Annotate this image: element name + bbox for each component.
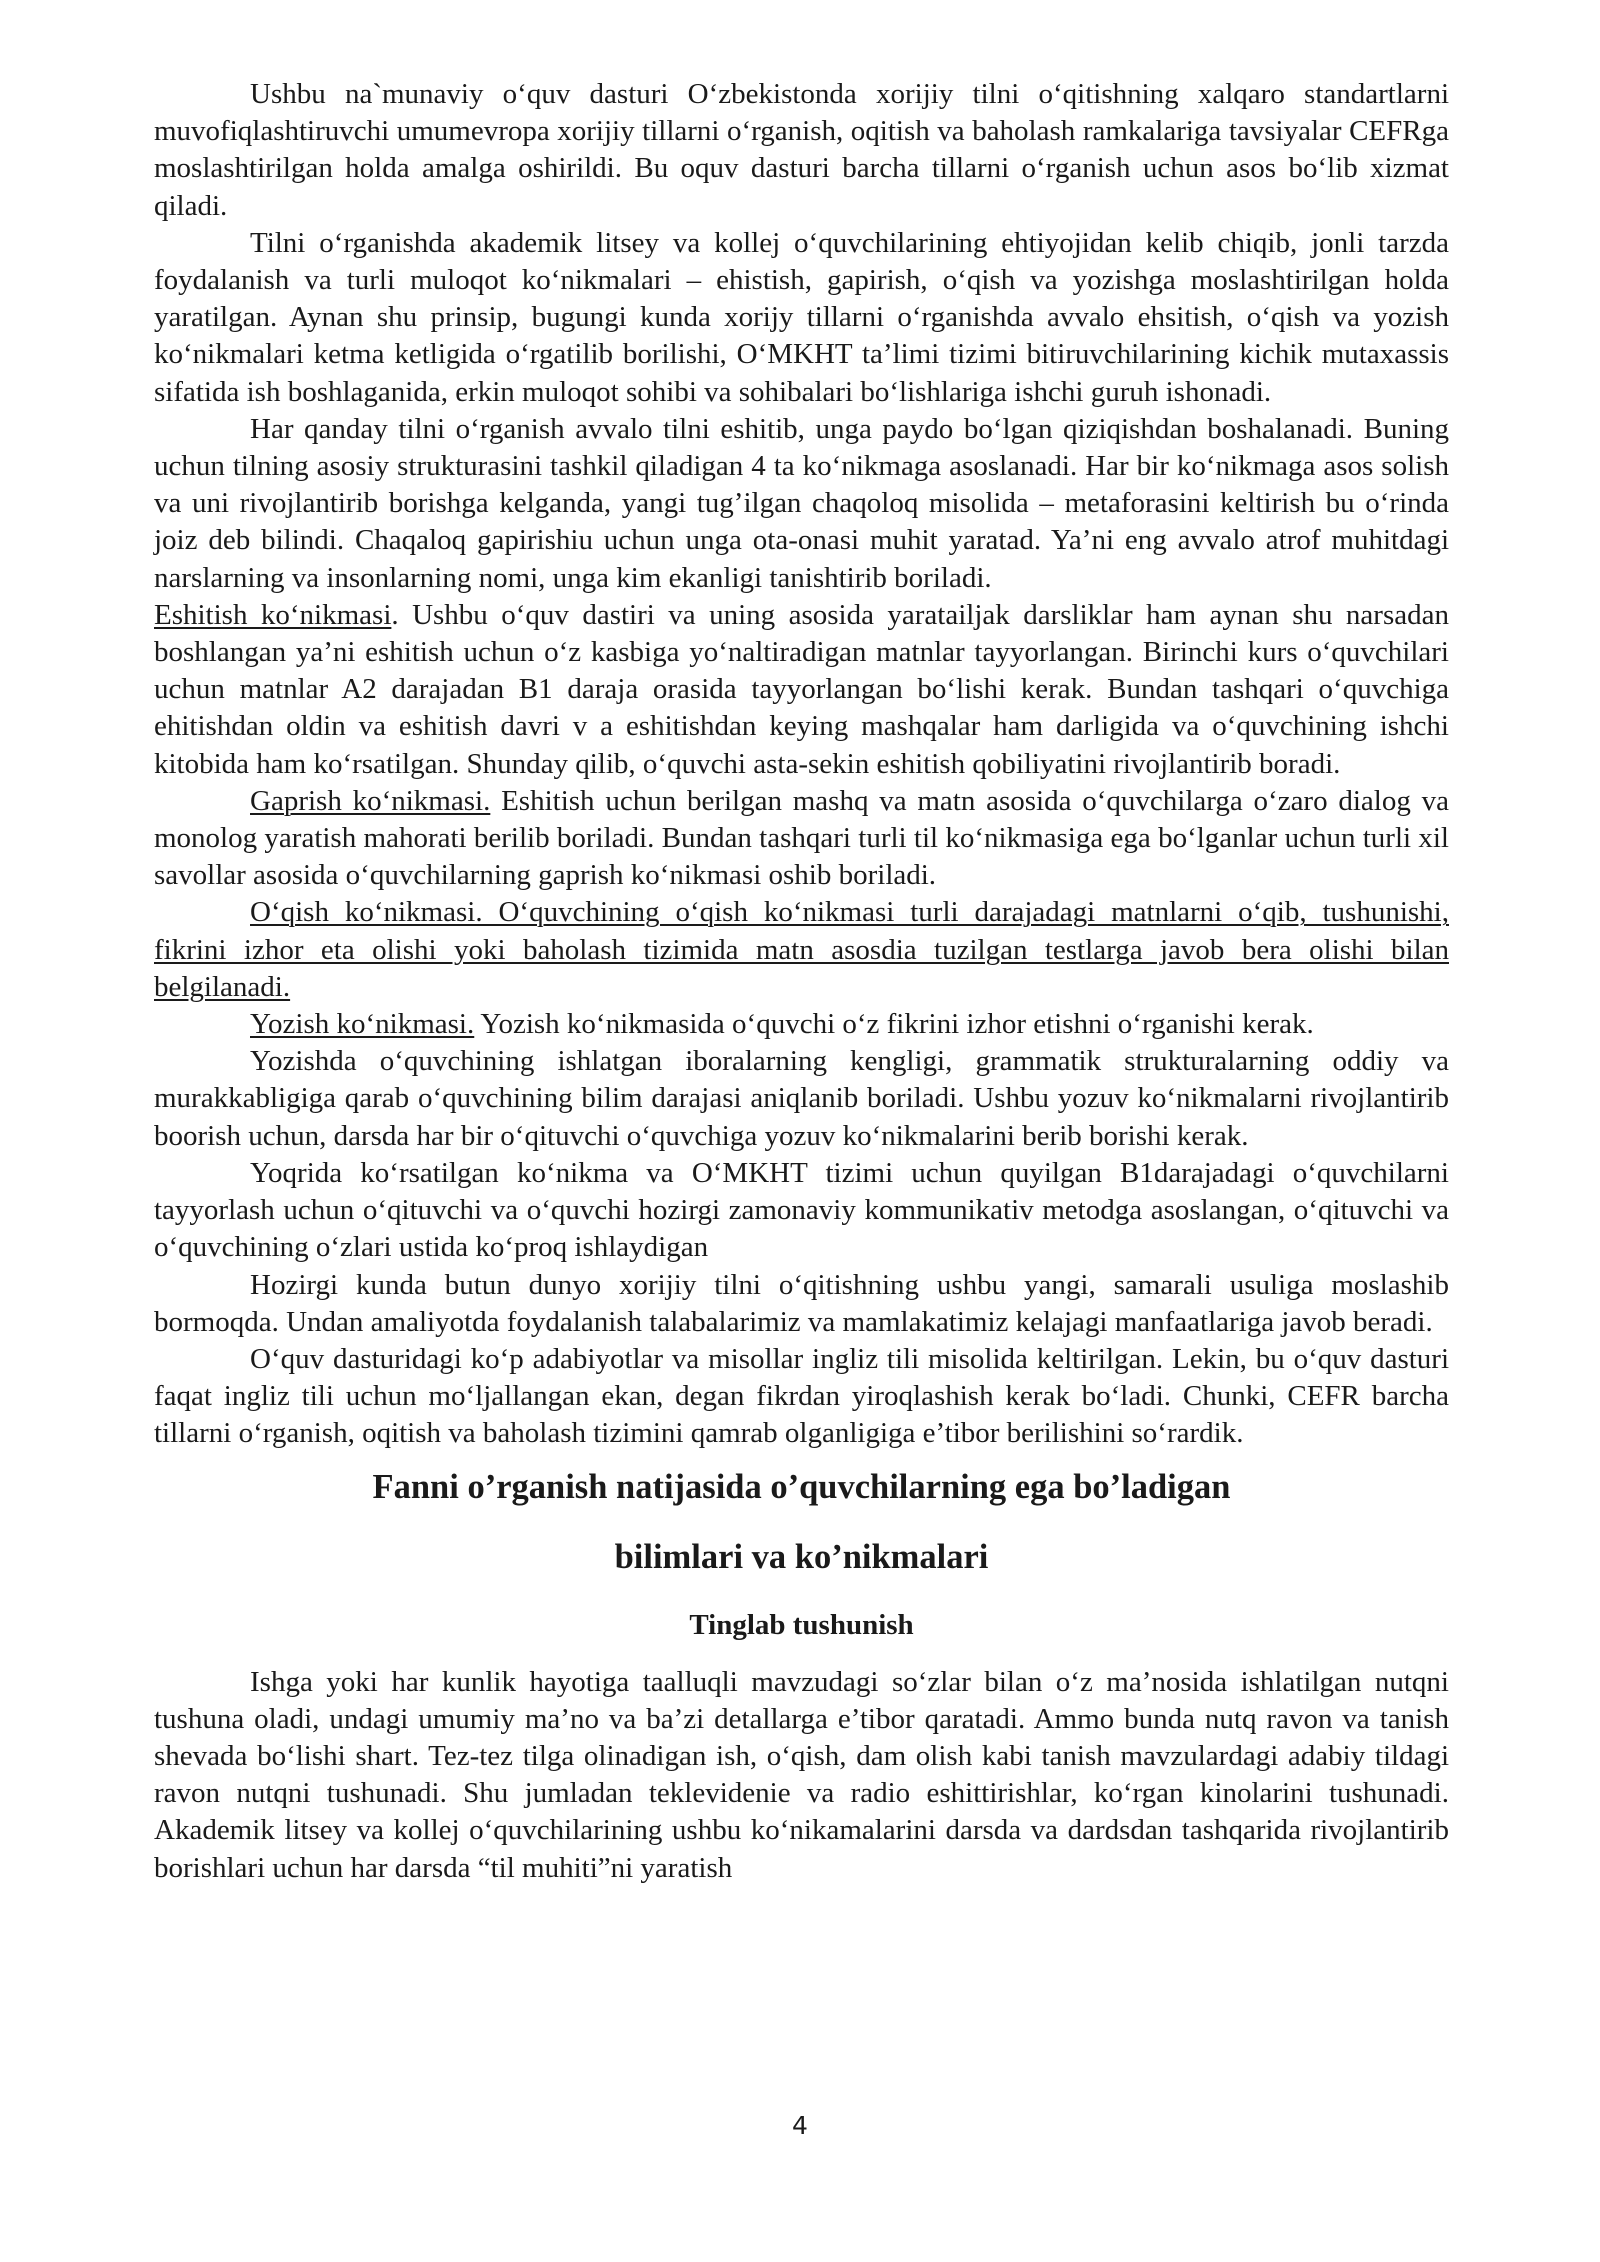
paragraph-writing-detail: Yozishda o‘quvchining ishlatgan iboralarning kengligi, grammatik strukturalarning oddiy va murakkabligiga qarab o‘quvchining bilim darajasi aniqlanib boriladi. Ushbu yozuv ko‘nikmalarni rivojlantirib boorish uchun, darsda har bir o‘qituvchi o‘quvchiga yozuv ko‘nikmalarini berib borishi kerak. (154, 1045, 1449, 1152)
page-number: 4 (792, 2111, 808, 2140)
speaking-skill-label: Gaprish ko‘nikmasi. (250, 784, 491, 817)
speaking-skill-text: Eshitish uchun berilgan mashq va matn asosida o‘quvchilarga o‘zaro dialog va monolog yaratish mahorati berilib boriladi. Bundan tashqari turli til ko‘nikmasiga ega bo‘lganlar uchun turli xil savollar asosida o‘quvchilarning gaprish ko‘nikmasi oshib boriladi. (154, 784, 1449, 892)
paragraph-worldwide: Hozirgi kunda butun dunyo xorijiy tilni o‘qitishning ushbu yangi, samarali usuliga moslashib bormoqda. Undan amaliyotda foydalanish talabalarimiz va mamlakatimiz kelajagi manfaatlariga javob beradi. (154, 1268, 1449, 1338)
paragraph-listening-skill (154, 597, 1449, 783)
paragraph-listening-comprehension: Ishga yoki har kunlik hayotiga taalluqli mavzudagi so‘zlar bilan o‘z ma’nosida ishlatilgan nutqni tushuna oladi, undagi umumiy ma’no va ba’zi detallarga e’tibor qaratadi. Ammo bunda nutq ravon va tanish shevada bo‘lishi shart. Tez-tez tilga olinadigan ish, o‘qish, dam olish kabi tanish mavzulardagi adabiy tildagi ravon nutqni tushunadi. Shu jumladan teklevidenie va radio eshittirishlar, ko‘rgan kinolarini tushunadi. Akademik litsey va kollej o‘quvchilarining ushbu ko‘nikamalarini darsda va dardsdan tashqarida rivojlantirib borishlari uchun har darsda “til muhiti”ni yaratish (154, 1665, 1449, 1884)
section-heading-line-1: Fanni o’rganish natijasida o’quvchilarning ega bo’ladigan (372, 1467, 1231, 1506)
paragraph-intro: Ushbu na`munaviy o‘quv dasturi O‘zbekistonda xorijiy tilni o‘qitishning xalqaro standartlarni muvofiqlashtiruvchi umumevropa xorijiy tillarni o‘rganish, oqitish va baholash ramkalariga tavsiyalar CEFRga moslashtirilgan holda amalga oshirildi. Bu oquv dasturi barcha tillarni o‘rganish uchun asos bo‘lib xizmat qiladi. (154, 78, 1449, 222)
document-page (154, 76, 1449, 1887)
writing-skill-text: Yozish ko‘nikmasida o‘quvchi o‘z fikrini izhor etishni o‘rganishi kerak. (474, 1008, 1314, 1041)
paragraph-writing-skill (154, 1006, 1449, 1043)
paragraph-speaking-skill (154, 783, 1449, 895)
paragraph-reading-skill (154, 894, 1449, 1006)
paragraph-listening-first: Har qanday tilni o‘rganish avvalo tilni eshitib, unga paydo bo‘lgan qiziqishdan boshalanadi. Buning uchun tilning asosiy strukturasini tashkil qiladigan 4 ta ko‘nikmaga asoslanadi. Har bir ko‘nikmaga asos solish va uni rivojlantirib borishga kelganda, yangi tug’ilgan chaqoloq misolida – metaforasini keltirish bu o‘rinda joiz deb bilindi. Chaqaloq gapirishiu uchun unga ota-onasi muhit yaratad. Ya’ni eng avvalo atrof muhitdagi narslarning va insonlarning nomi, unga kim ekanligi tanishtirib boriladi. (154, 412, 1449, 594)
listening-skill-text: . Ushbu o‘quv dastiri va uning asosida yaratailjak darsliklar ham aynan shu narsadan boshlangan ya’ni eshitish uchun o‘z kasbiga yo‘naltiradigan matnlar tayyorlangan. Birinchi kurs o‘quvchilari uchun matnlar A2 darajadan B1 daraja orasida tayyorlangan bo‘lishi kerak. Bundan tashqari o‘quvchiga ehitishdan oldin va eshitish davri v a eshitishdan keying mashqalar ham darligida va o‘quvchining ishchi kitobida ham ko‘rsatilgan. Shunday qilib, o‘quvchi asta-sekin eshitish qobiliyatini rivojlantirib boradi. (154, 598, 1449, 780)
listening-skill-label: Eshitish ko‘nikmasi (154, 598, 392, 631)
paragraph-cefr: O‘quv dasturidagi ko‘p adabiyotlar va misollar ingliz tili misolida keltirilgan. Lekin, bu o‘quv dasturi faqat ingliz tili uchun mo‘ljallangan ekan, degan fikrdan yiroqlashish kerak bo‘ladi. Chunki, CEFR barcha tillarni o‘rganish, oqitish va baholash tizimini qamrab olganligiga e’tibor berilishini so‘rardik. (154, 1342, 1449, 1450)
writing-skill-label: Yozish ko‘nikmasi. (250, 1008, 475, 1041)
reading-skill-text: O‘qish ko‘nikmasi. O‘quvchining o‘qish ko‘nikmasi turli darajadagi matnlarni o‘qib, tushunishi, fikrini izhor eta olishi yoki baholash tizimida matn asosdia tuzilgan testlarga javob bera olishi bilan belgilanadi. (154, 896, 1449, 1003)
paragraph-method: Yoqrida ko‘rsatilgan ko‘nikma va O‘MKHT tizimi uchun quyilgan B1darajadagi o‘quvchilarni tayyorlash uchun o‘qituvchi va o‘quvchi hozirgi zamonaviy kommunikativ metodga asoslangan, o‘qituvchi va o‘quvchining o‘zlari ustida ko‘proq ishlaydigan (154, 1156, 1449, 1264)
section-heading-line-2: bilimlari va ko’nikmalari (614, 1537, 989, 1576)
paragraph-needs: Tilni o‘rganishda akademik litsey va kollej o‘quvchilarining ehtiyojidan kelib chiqib, jonli tarzda foydalanish va turli muloqot ko‘nikmalari – ehistish, gapirish, o‘qish va yozishga moslashtirilgan holda yaratilgan. Aynan shu prinsip, bugungi kunda xorijy tillarni o‘rganishda avvalo ehsitish, o‘qish va yozish ko‘nikmalari ketma ketligida o‘rgatilib borilishi, O‘MKHT ta’limi tizimi bitiruvchilarining kichik mutaxassis sifatida ish boshlaganida, erkin muloqot sohibi va sohibalari bo‘lishlariga ishchi guruh ishonadi. (154, 226, 1449, 408)
subsection-heading: Tinglab tushunish (689, 1608, 914, 1641)
